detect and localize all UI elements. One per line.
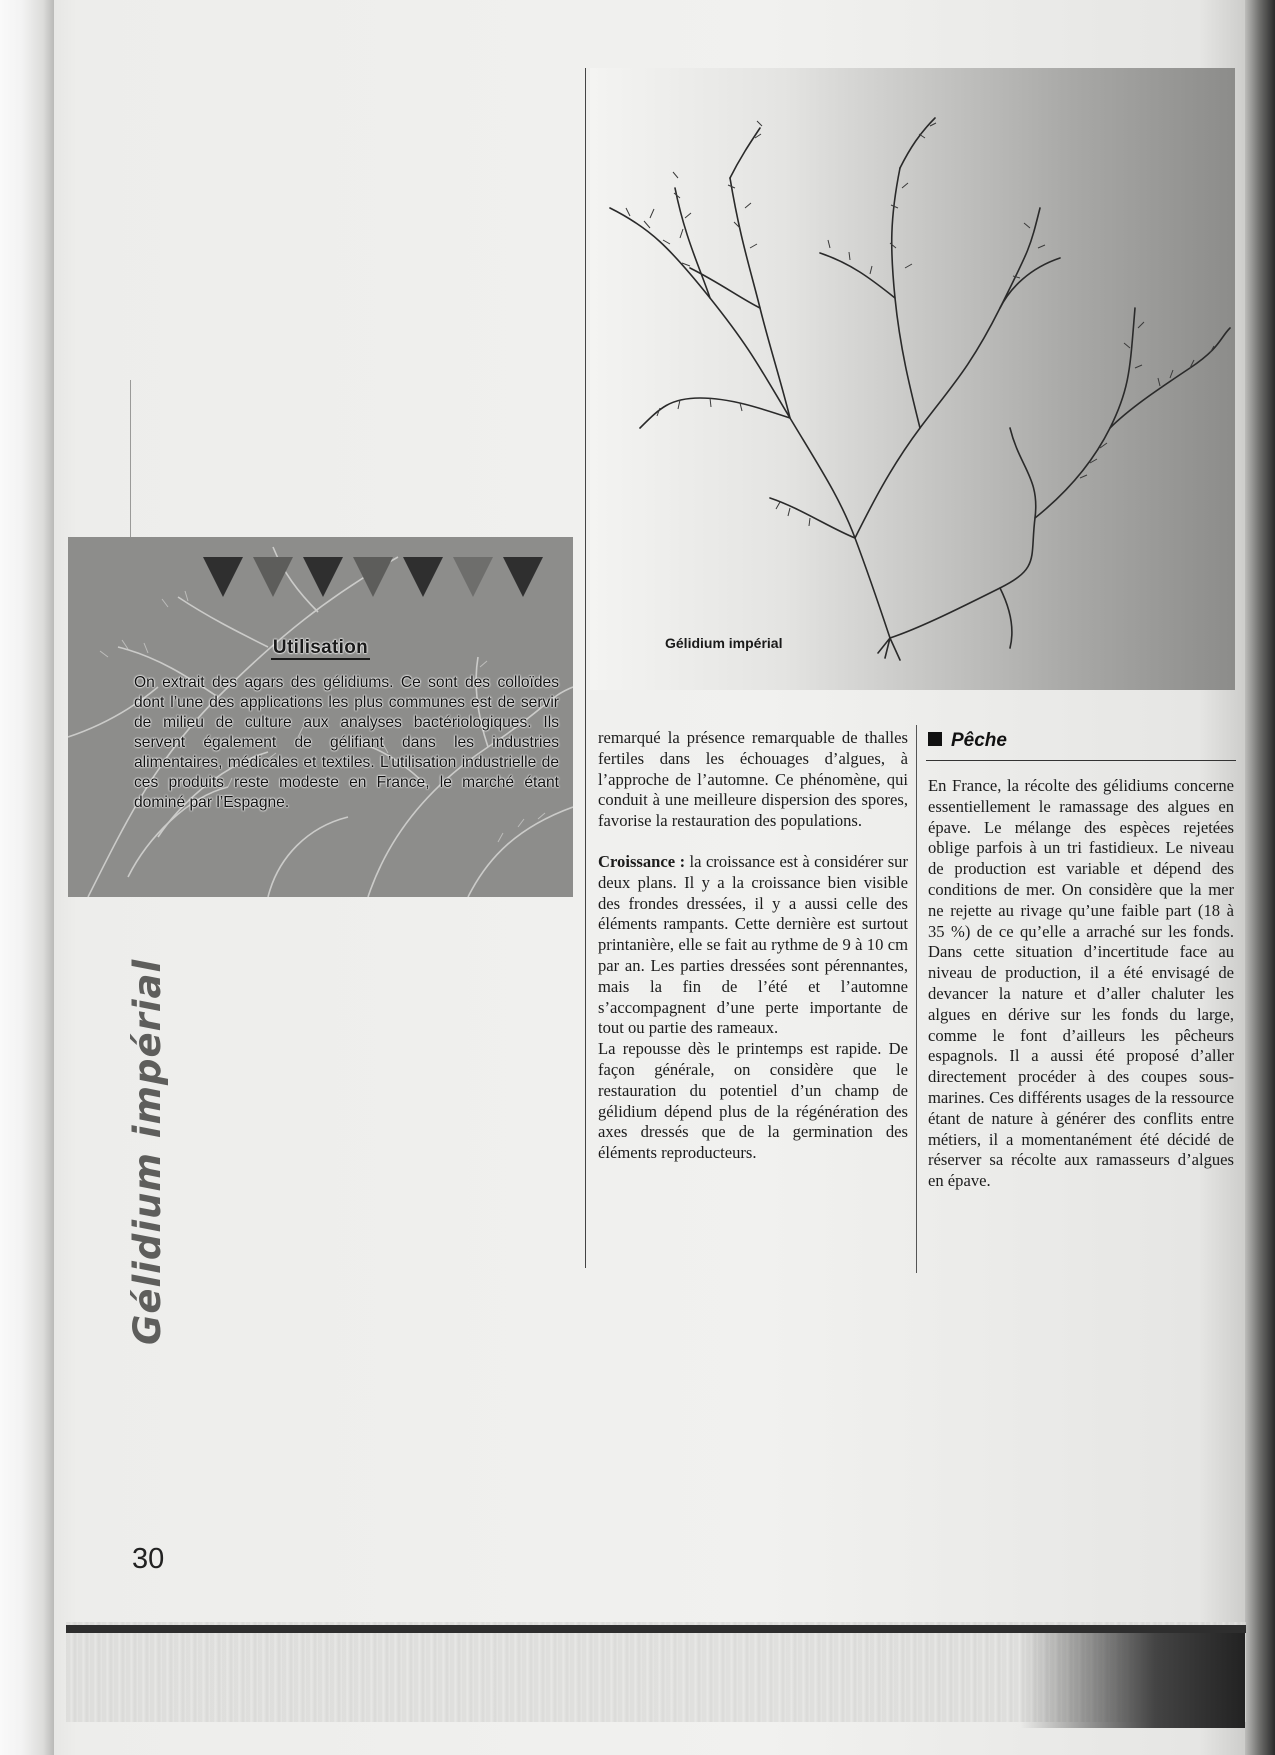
column-divider [916, 725, 917, 1273]
peche-heading-rule [926, 760, 1236, 761]
middle-text-column [598, 728, 908, 1164]
paragraph-croissance [598, 852, 908, 1039]
paragraph-repousse: La repousse dès le printemps est rapide. De façon générale, on considère que le restauration du potentiel d’un champ de gélidium dépend plus de la régénération des axes dressés que de la germination des éléments reproducteurs. [598, 1039, 908, 1163]
vertical-side-title: Gélidium impérial [126, 958, 169, 1345]
croissance-label: Croissance : [598, 851, 686, 871]
gelidium-illustration [590, 68, 1235, 668]
utilisation-box [68, 537, 573, 897]
illustration-caption: Gélidium impérial [665, 635, 783, 651]
right-text-column [928, 776, 1234, 1192]
paragraph-intro: remarqué la présence remarquable de thalles fertiles dans les échouages d’algues, à l’approche de l’automne. Ce phénomène, qui conduit à une meilleure dispersion des spores, favorise la restauration des populations. [598, 728, 908, 831]
page-number: 30 [132, 1543, 165, 1575]
triangle-ornament-row [203, 557, 563, 601]
utilisation-text: On extrait des agars des gélidiums. Ce sont des colloïdes dont l’une des applications les plus communes est de servir de milieu de culture aux analyses bactériologiques. Ils servent également de gélifiant dans les industries alimentaires, médicales et textiles. L’utilisation industrielle de ces produits reste modeste en France, le marché étant dominé par l’Espagne. [134, 674, 559, 811]
center-vertical-rule [585, 68, 586, 1268]
bottom-shadow [1020, 1633, 1245, 1728]
utilisation-title: Utilisation [272, 637, 369, 658]
page-right-edge [1245, 0, 1275, 1755]
paragraph-peche: En France, la récolte des gélidiums concerne essentiellement le ramassage des algues en épave. Le mélange des espèces rejetées oblige parfois à un tri fastidieux. Le niveau de production est variable et dépend des conditions de mer. On considère que la mer ne rejette au rivage qu’une faible part (18 à 35 %) de ce qu’elle a arraché sur les fonds. Dans cette situation d’incertitude face au niveau de production, il a été envisagé de devancer la nature et d’aller chaluter les algues en dérive sur les fonds du large, comme le font d’ailleurs les pêcheurs espagnols. Il a aussi été proposé d’aller directement procéder à des coupes sous-marines. Ces différents usages de la ressource étant de nature à générer des conflits entre métiers, il a momentanément été décidé de réserver sa récolte aux ramasseurs d’algues en épave. [928, 776, 1234, 1191]
square-bullet-icon [928, 732, 942, 746]
peche-heading-label: Pêche [951, 730, 1007, 751]
page-left-edge [0, 0, 54, 1755]
left-vertical-rule [130, 380, 131, 560]
peche-heading [928, 730, 1007, 752]
bottom-rule [66, 1625, 1246, 1633]
croissance-text: la croissance est à considérer sur deux plans. Il y a la croissance bien visible des frondes dressées, il y a aussi celle des éléments rampants. Cette dernière est surtout printanière, elle se fait au rythme de 9 à 10 cm par an. Les parties dressées sont pérennantes, mais la fin de l’été et l’automne s’accompagnent d’une perte importante de tout ou partie des rameaux. [598, 851, 908, 1038]
